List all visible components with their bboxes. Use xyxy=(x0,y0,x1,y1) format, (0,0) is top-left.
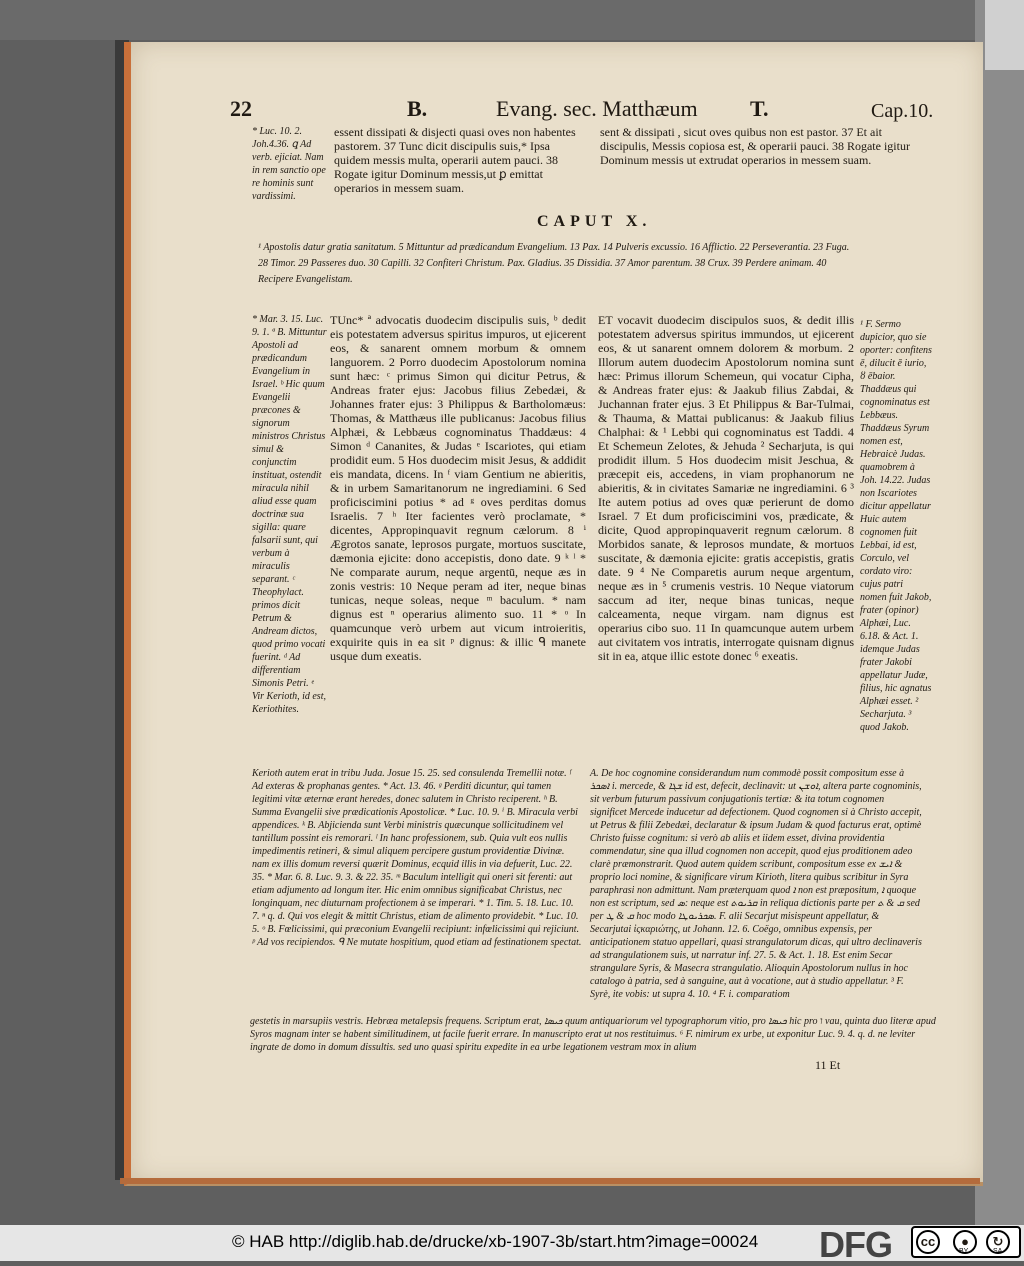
signature-left: B. xyxy=(407,96,428,121)
footer-copyright-link[interactable]: © HAB http://diglib.hab.de/drucke/xb-1907-3b/start.htm?image=00024 xyxy=(232,1232,759,1251)
cc-icon: cc xyxy=(916,1230,940,1254)
by-person-icon: ● xyxy=(953,1230,977,1254)
footnotes-right: A. De hoc cognomine considerandum num commodè possit compositum esse à ܐܣܟܪ i. mercede, & ܫܓܐ id est, defecit, declinavit: ut ܐܘܫܢ, altera parte cognominis, sit verbum futurum passivum conjugationis tertiæ: & ita totum cognomen significet Mercede inducetur ad defectionem. Quod cognomen si à Christo accepit, ut Petrus & filii Zebedæi, declaratur & ipsum Judam & quod facturus erat, optimè Christo fuisse cognitum: si verò ab aliis et iidem esset, divina providentia commendatur, sine qua illud cognomen non accepit, quod ejus proditionem adeo clarè præmonstrarit. Quod autem quidem scribunt, compositum esse ex ܐܝܫ & proprio loci nomine, & significare virum Kirioth, litera quibus scribitur in Syra paraphrasi non admittunt. Nam præterquam quod ܐ non est præpositum, ܐ quoque non est scriptum, sed ܣ: neque est ܩܪܝܘܬ in reliqua dictionis parte per ܩ & ܬ sed per ܩ & ܛ hoc modo ܣܟܪܝܘܛܐ. F. alii Secarjut misispeunt appellatur, & Secarjutai ἰςκαριώτης, ut Johann. 12. 6. Coëgo, omnibus expensis, per anticipationem statuo appellari, quasi strangulatorum dicas, qui ultro declinaveris ad strangulationem suis, ut narratur inf. 27. 5. & Act. 1. 18. Est enim Secar strangulare Syris, & Masecra strangulatio. Alioquin Apostolorum nullus in hoc catalogo à patria, sed à sanguine, aut à vocatione, aut à studio appellatur. ³ F. Syrè, ite vobis: ut supra 4. 10. ⁴ F. i. comparatiom xyxy=(590,768,922,1000)
cc-license-badge[interactable] xyxy=(911,1226,1021,1258)
footnotes-left: Kerioth autem erat in tribu Juda. Josue 15. 25. sed consulenda Tremellii notæ. ᶠ Ad exteras & prophanas gentes. * Act. 13. 46. ᵍ Perditi dicuntur, qui tamen legitimi vitæ æternæ erant heredes, donec salutem in Christo reciperent. ʰ B. Summa Evangelii sive prædicationis Apostolicæ. * Luc. 10. 9. ⁱ B. Miracula verbi appendices. ᵏ B. Abjicienda sunt Verbi ministris quæcunque sollicitudinem vel tantillum possint eis remorari. ˡ In hanc professionem, sub. Quia vult eos nullis impedimentis retineri, & simul aliquem percipere gustum providentiæ Divinæ. nam ex illis domum reversi quærit Dominus, ecquid illis in via defuerit, Luc. 22. 35. * Mar. 6. 8. Luc. 9. 3. & 22. 35. ᵐ Baculum intelligit qui oneri sit ferenti: aut etiam adjumento ad longum iter. Hic enim omnibus significabat Christus, nec longinquam, nec diuturnam profectionem à se imperari. * 1. Tim. 5. 18. Luc. 10. 7. ⁿ q. d. Qui vos elegit & mittit Christus, etiam de alimento providebit. * Luc. 10. 5. ᵒ B. Fœlicissimi, qui præconium Evangelii recipiunt: infœlicissimi qui rejiciunt. ᵖ Ad vos recipiendos. ᑫ Ne mutate hospitium, quod etiam ad festinationem spectat. xyxy=(252,768,582,948)
share-alike-icon: ↻ xyxy=(986,1230,1010,1254)
license-sa-label: SA xyxy=(993,1248,1003,1255)
signature-right: T. xyxy=(750,96,769,121)
scan-backdrop-top xyxy=(0,0,1024,40)
syriac-translation-column: ET vocavit duodecim discipulos suos, & dedit illis potestatem adversus spiritus immundos, ut ejicerent eos, & ut sanarent omnem dolorem & morbum. 2 Illorum autem duodecim Apostolorum nomina sunt hæc: Primus illorum Schemeun, qui vocatur Cipha, & Andreas frater ejus: & Jaakub filius Zabdai, & Juchannan frater ejus. 3 Et Philippus & Bar-Tulmai, & Thauma, & Mattai publicanus: & Jaakub filius Chalphai: & ¹ Lebbi qui cognominatus est Taddi. 4 Et Schemeun Zelotes, & Jehuda ² Secharjuta, is qui prodidit illum. 5 Hos duodecim misit Jeschua, & præcepit eis, accedens, in viam prophanorum ne abieritis, & in civitates Samariæ ne ingrediamini. 6 ³ Ite autem potius ad oves quæ perierunt de domo Israel. 7 Et dum proficiscimini vos, prædicate, & dicite, Quod appropinquaverit regnum cælorum. 8 Morbidos sanate, & leprosos mundate, & mortuos suscitate, & dæmonia ejicite: gratis accepistis, gratis date. 9 ⁴ Ne Comparetis aurum neque argentum, neque æs in ⁵ crumenis vestris. 10 Neque viatorum saccum ad iter, neque binas tunicas, neque calceamenta, neque virgam. nam dignus est operarius cibo suo. 11 In quamcunque autem urbem aut civitatem vos intratis, interrogate quisnam dignus sit in ea, atque illic estote donec ⁶ exeatis. xyxy=(598,313,854,663)
latin-column: TUnc* ª advocatis duodecim discipulis suis, ᵇ dedit eis potestatem adversus spiritus impuros, ut ejicerent eos, & sanarent omnem morbum & omnem languorem. 2 Porro duodecim Apostolorum nomina sunt hæc: ᶜ primus Simon qui dicitur Petrus, & Andreas frater ejus: Jacobus filius Zebedæi, & Johannes frater ejus: 3 Philippus & Bartholomæus: Thomas, & Matthæus ille publicanus: Jacobus filius Alphæi, & Lebbæus cognominatus Thaddæus: 4 Simon ᵈ Cananites, & Judas ᵉ Iscariotes, qui etiam prodidit eum. 5 Hos duodecim misit Jesus, & addidit eis mandata, dicens. In ᶠ viam Gentium ne abieritis, & in urbem Samaritanorum ne ingrediamini. 6 Sed proficiscimini potius * ad ᵍ oves perditas domus Israelis. 7 ʰ Iter facientes verò proclamate, * dicentes, Appropinquavit regnum cælorum. 8 ⁱ Ægrotos sanate, leprosos purgate, mortuos suscitate, dæmonia ejicite: dono accepistis, dono date. 9 ᵏ ˡ * Ne comparate aurum, neque argentū, neque æs in zonis vestris: 10 Neque peram ad iter, neque binas tunicas, neque soleas, neque ᵐ baculum. * nam dignus est ⁿ operarius alimento suo. 11 * ᵒ In quamcunque verò urbem aut vicum introieritis, exquirite quis in ea sit ᵖ dignus: & illic ᑫ manete usque dum exeatis. xyxy=(330,313,586,663)
top-margin-notes: * Luc. 10. 2. Joh.4.36. ꝗ Ad verb. ejiciat. Nam in rem sanctio ope re hominis sunt vardissimi. xyxy=(252,126,326,202)
license-by-label: BY xyxy=(959,1248,969,1255)
footnotes-bottom: gestetis in marsupiis vestris. Hebræa metalepsis frequens. Scriptum erat, ܟܝܣܐ quum antiquariorum vel typographorum vitio, pro ܟܝܣܐ hic pro ו vau, quinta duo literæ apud Syros magnam inter se habent similitudinem, ut facile fuerit errare. In manuscripto erat ut nos restituimus. ⁶ F. nimirum ex urbe, ut exponitur Luc. 9. 4. q. d. ne leviter ingrate de domo in domum dissultis. sed uno quasi spiritu expedite in ea urbe legationem vestram mox in alium xyxy=(250,1016,936,1053)
running-title: Evang. sec. Matthæum xyxy=(496,96,698,121)
page-edge xyxy=(120,1178,980,1184)
chapter-label: Cap.10. xyxy=(871,100,934,122)
left-margin-notes: * Mar. 3. 15. Luc. 9. 1. ª B. Mittuntur Apostoli ad prædicandum Evangelium in Israel. ᵇ Hic quum Evangelii præcones & signorum ministros Christus simul & conjunctim instituat, ostendit miracula nihil aliud esse quam doctrinæ sua sigilla: quare falsarii sunt, qui verbum à miraculis separant. ᶜ Theophylact. primos dicit Petrum & Andream dictos, quod primo vocati fuerint. ᵈ Ad differentiam Simonis Petri. ᵉ Vir Kerioth, id est, Keriothites. xyxy=(252,314,327,715)
scan-backdrop-right-light xyxy=(985,0,1024,70)
top-column-1: essent dissipati & disjecti quasi oves non habentes pastorem. 37 Tunc dicit discipulis suis,* Ipsa quidem messis multa, operarii autem pauci. 38 Rogate igitur Dominum messis,ut ꝑ emittat operarios in messem suam. xyxy=(334,125,576,195)
catchword: 11 Et xyxy=(815,1058,841,1072)
chapter-summary: ¹ Apostolis datur gratia sanitatum. 5 Mittuntur ad prædicandum Evangelium. 13 Pax. 14 Pulveris excussio. 16 Afflictio. 22 Perseverantia. 23 Fuga. 28 Timor. 29 Passeres duo. 30 Capilli. 32 Confiteri Christum. Pax. Gladius. 35 Dissidia. 37 Amor parentum. 38 Crux. 39 Perdere animam. 40 Recipere Evangelistam. xyxy=(258,242,850,285)
page-number: 22 xyxy=(230,96,252,121)
right-margin-notes: ¹ F. Sermo dupicior, quo sie oporter: confitens ē, dilucit ē iurio, ȣ ēbaior. Thaddæus qui cognominatus est Lebbæus. Thaddæus Syrum nomen est, Hebraicè Judas. quamobrem à Joh. 14.22. Judas non Iscariotes dicitur appellatur Huic autem cognomen fuit Lebbai, id est, Corculo, vel cordato viro: cujus patri nomen fuit Jakob, frater (opinor) Alphæi, Luc. 6.18. & Act. 1. idemque Judas frater Jakobi appellatur Judæ, filius, hic agnatus Alphæi esset. ² Secharjuta. ³ quod Jakob. xyxy=(860,319,932,733)
dfg-logo[interactable]: DFG xyxy=(819,1224,892,1265)
top-column-2: sent & dissipati , sicut oves quibus non est pastor. 37 Et ait discipulis, Messis copiosa est, & operarii pauci. 38 Rogate igitur Dominum messis ut extrudat operarios in messem suam. xyxy=(600,125,910,167)
chapter-title: CAPUT X. xyxy=(537,213,652,230)
